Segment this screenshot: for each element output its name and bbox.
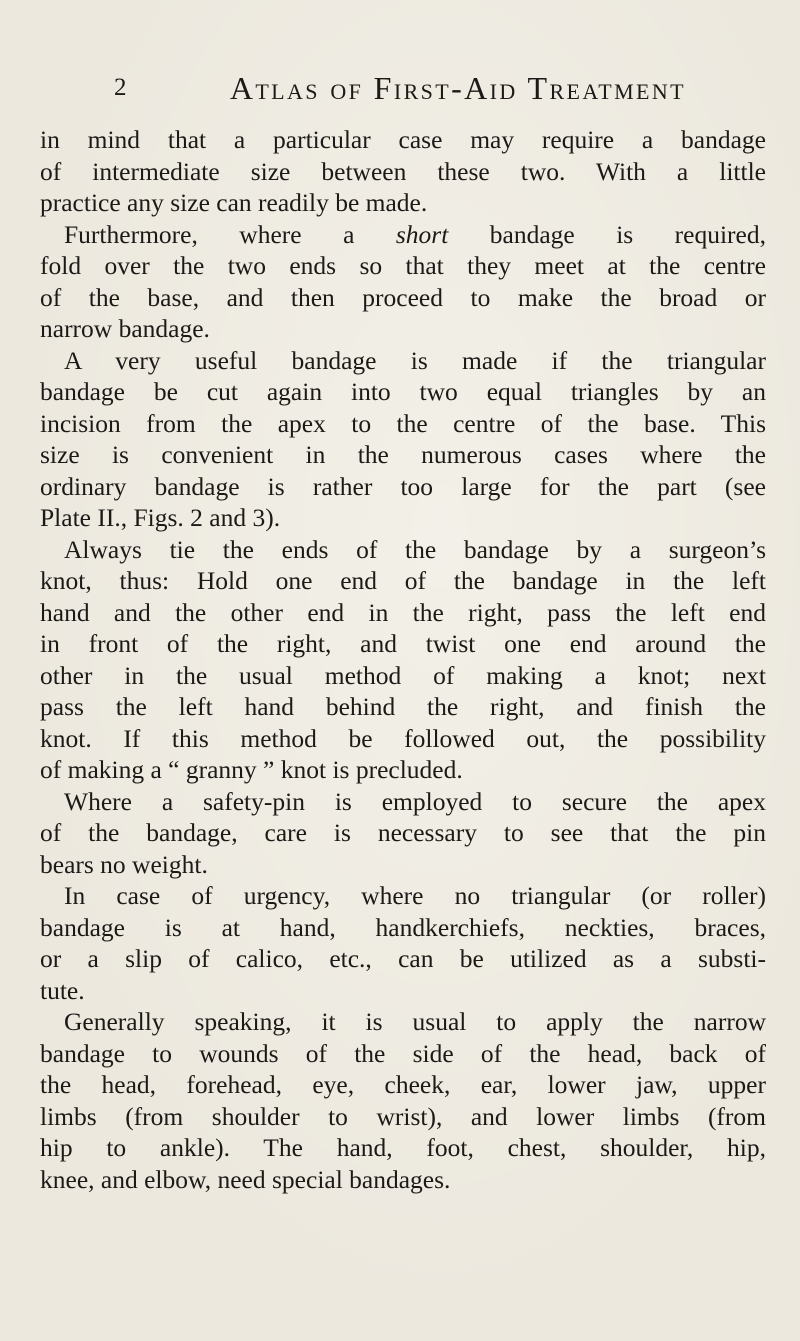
body-text bbox=[40, 124, 766, 1195]
text-line: of intermediate size between these two. With a little bbox=[40, 156, 766, 186]
text-line: Generally speaking, it is usual to apply the narrow bbox=[64, 1007, 766, 1036]
text-line: in mind that a particular case may require a bandage bbox=[40, 125, 766, 154]
text-line: bandage is at hand, handkerchiefs, neckties, braces, bbox=[40, 912, 766, 942]
text-line bbox=[40, 219, 766, 251]
text-line: other in the usual method of making a knot; next bbox=[40, 660, 766, 690]
text-line: bears no weight. bbox=[40, 849, 208, 879]
emphasis-text: short bbox=[395, 219, 449, 249]
text-line: fold over the two ends so that they meet at the centre bbox=[40, 251, 766, 280]
page-number: 2 bbox=[114, 74, 127, 101]
text-line: Always tie the ends of the bandage by a surgeon’s bbox=[64, 534, 766, 564]
text-line: hand and the other end in the right, pass the left end bbox=[40, 597, 766, 627]
text-line: In case of urgency, where no triangular (or roller) bbox=[64, 881, 766, 910]
text-line: the head, forehead, eye, cheek, ear, lower jaw, upper bbox=[40, 1070, 766, 1099]
text-line: knee, and elbow, need special bandages. bbox=[40, 1164, 451, 1194]
text-line: Where a safety-pin is employed to secure the apex bbox=[64, 786, 766, 816]
text-line: in front of the right, and twist one end around the bbox=[40, 629, 766, 658]
page-header bbox=[114, 68, 686, 112]
text-line: bandage be cut again into two equal triangles by an bbox=[40, 377, 766, 406]
running-title: Atlas of First-Aid Treatment bbox=[229, 70, 686, 106]
text-line: incision from the apex to the centre of the base. This bbox=[40, 408, 766, 438]
text-line: of making a “ granny ” knot is precluded. bbox=[40, 755, 463, 784]
text-line: of the base, and then proceed to make the broad or bbox=[40, 282, 766, 312]
text-line: hip to ankle). The hand, foot, chest, shoulder, hip, bbox=[40, 1133, 766, 1162]
text-line: knot. If this method be followed out, the possibility bbox=[40, 723, 766, 753]
text-line: narrow bandage. bbox=[40, 314, 210, 343]
text-line: of the bandage, care is necessary to see that the pin bbox=[40, 818, 766, 847]
text-line: limbs (from shoulder to wrist), and lower limbs (from bbox=[40, 1101, 766, 1131]
text-line: pass the left hand behind the right, and finish the bbox=[40, 692, 766, 721]
text-line: knot, thus: Hold one end of the bandage in the left bbox=[40, 566, 766, 595]
text-line: A very useful bandage is made if the triangular bbox=[64, 345, 766, 375]
text-line: tute. bbox=[40, 975, 85, 1005]
text-line: size is convenient in the numerous cases where the bbox=[40, 440, 766, 469]
text-segment: bandage is required, bbox=[448, 219, 766, 249]
text-line: or a slip of calico, etc., can be utilized as a substi- bbox=[40, 944, 766, 973]
text-segment: Furthermore, where a bbox=[64, 219, 396, 249]
text-line: Plate II., Figs. 2 and 3). bbox=[40, 503, 281, 532]
text-line: practice any size can readily be made. bbox=[40, 188, 428, 217]
text-line: ordinary bandage is rather too large for the part (see bbox=[40, 471, 766, 501]
text-line: bandage to wounds of the side of the head, back of bbox=[40, 1038, 766, 1068]
